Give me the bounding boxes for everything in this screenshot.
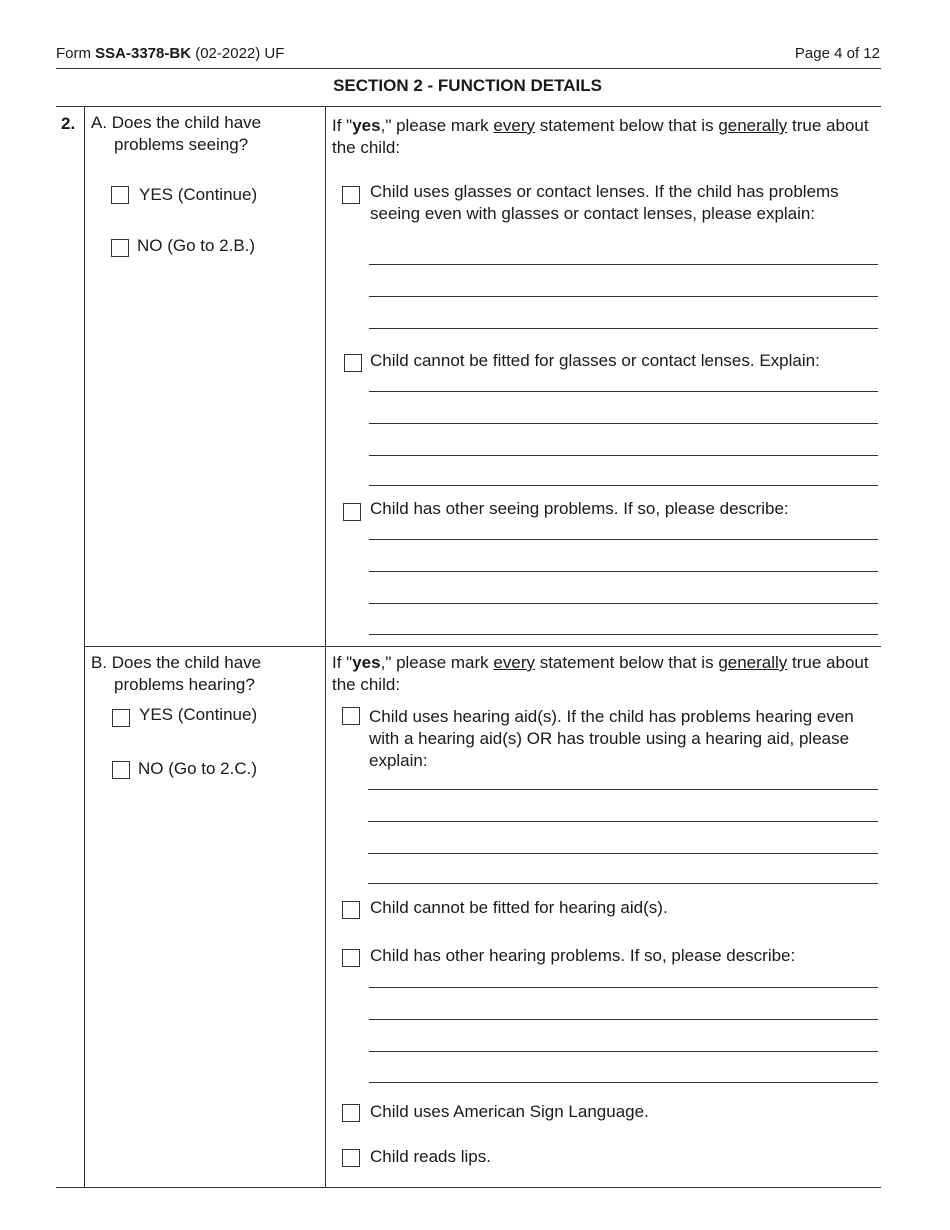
hearing-no-label: NO (Go to 2.C.) [138,759,258,778]
hearing-aid-write-line[interactable] [368,821,878,822]
sign-language-checkbox[interactable] [342,1104,360,1122]
seeing-no-checkbox[interactable] [111,239,129,257]
intro-text: ," please mark [380,116,494,135]
hearing-instructions [332,652,877,696]
hearing-aid-write-line[interactable] [368,883,878,884]
other-hearing-statement: Child has other hearing problems. If so, please describe: [370,946,796,965]
other-hearing-write-line[interactable] [369,1082,878,1083]
column-divider-2 [325,106,326,1188]
intro-every: every [493,653,535,672]
glasses-write-line[interactable] [369,264,878,265]
intro-text: If " [332,653,353,672]
cannot-fit-glasses-write-line[interactable] [369,455,878,456]
hearing-aid-checkbox[interactable] [342,707,360,725]
other-hearing-write-line[interactable] [369,1019,878,1020]
other-hearing-write-line[interactable] [369,1051,878,1052]
glasses-write-line[interactable] [369,296,878,297]
glasses-statement: Child uses glasses or contact lenses. If the child has problems seeing even with glasses or contact lenses, please explain: [370,182,839,223]
seeing-instructions [332,115,877,159]
cannot-fit-hearing-aid-statement: Child cannot be fitted for hearing aid(s). [370,898,668,917]
hearing-aid-statement: Child uses hearing aid(s). If the child has problems hearing even with a hearing aid(s) OR has trouble using a hearing aid, please explain: [369,707,854,770]
hearing-no-checkbox[interactable] [112,761,130,779]
intro-every: every [493,116,535,135]
intro-text: ," please mark [380,653,494,672]
hearing-yes-checkbox[interactable] [112,709,130,727]
other-seeing-write-line[interactable] [369,539,878,540]
form-revision: (02-2022) UF [195,45,285,62]
intro-generally: generally [718,653,788,672]
hearing-aid-write-line[interactable] [368,853,878,854]
form-number: SSA-3378-BK [95,45,192,62]
column-divider-1 [84,106,85,1188]
question-b-line1: B. Does the child have [91,653,262,672]
section-title: SECTION 2 - FUNCTION DETAILS [333,76,602,95]
hearing-aid-write-line[interactable] [368,789,878,790]
cannot-fit-glasses-write-line[interactable] [369,485,878,486]
reads-lips-statement: Child reads lips. [370,1147,491,1166]
other-seeing-write-line[interactable] [369,634,878,635]
cannot-fit-glasses-write-line[interactable] [369,423,878,424]
part-divider [85,646,881,647]
intro-text: statement below that is [534,116,719,135]
other-seeing-write-line[interactable] [369,603,878,604]
cannot-fit-hearing-aid-checkbox[interactable] [342,901,360,919]
question-b-line2: problems hearing? [114,675,255,694]
cannot-fit-glasses-write-line[interactable] [369,391,878,392]
intro-generally: generally [718,116,788,135]
seeing-yes-label: YES (Continue) [139,185,258,204]
question-b [91,652,261,696]
question-a [91,112,261,156]
other-hearing-checkbox[interactable] [342,949,360,967]
other-seeing-write-line[interactable] [369,571,878,572]
page-number: Page 4 of 12 [794,45,880,62]
cannot-fit-glasses-statement: Child cannot be fitted for glasses or contact lenses. Explain: [370,351,820,370]
other-seeing-statement: Child has other seeing problems. If so, please describe: [370,499,789,518]
intro-text: If " [332,116,353,135]
glasses-checkbox[interactable] [342,186,360,204]
question-number: 2. [61,114,76,133]
reads-lips-checkbox[interactable] [342,1149,360,1167]
form-identifier [56,45,284,62]
seeing-no-label: NO (Go to 2.B.) [137,236,256,255]
table-bottom-border [56,1187,881,1188]
table-top-border [56,106,881,107]
intro-yes: yes [352,653,381,672]
header-divider [56,68,881,69]
intro-text: true about the child: [332,116,869,157]
question-a-line2: problems seeing? [114,135,249,154]
cannot-fit-glasses-checkbox[interactable] [344,354,362,372]
other-hearing-write-line[interactable] [369,987,878,988]
other-seeing-checkbox[interactable] [343,503,361,521]
hearing-yes-label: YES (Continue) [139,705,258,724]
form-prefix: Form [56,45,91,62]
sign-language-statement: Child uses American Sign Language. [370,1102,649,1121]
question-a-line1: A. Does the child have [91,113,262,132]
seeing-yes-checkbox[interactable] [111,186,129,204]
glasses-write-line[interactable] [369,328,878,329]
intro-yes: yes [352,116,381,135]
intro-text: statement below that is [534,653,719,672]
intro-text: true about the child: [332,653,869,694]
